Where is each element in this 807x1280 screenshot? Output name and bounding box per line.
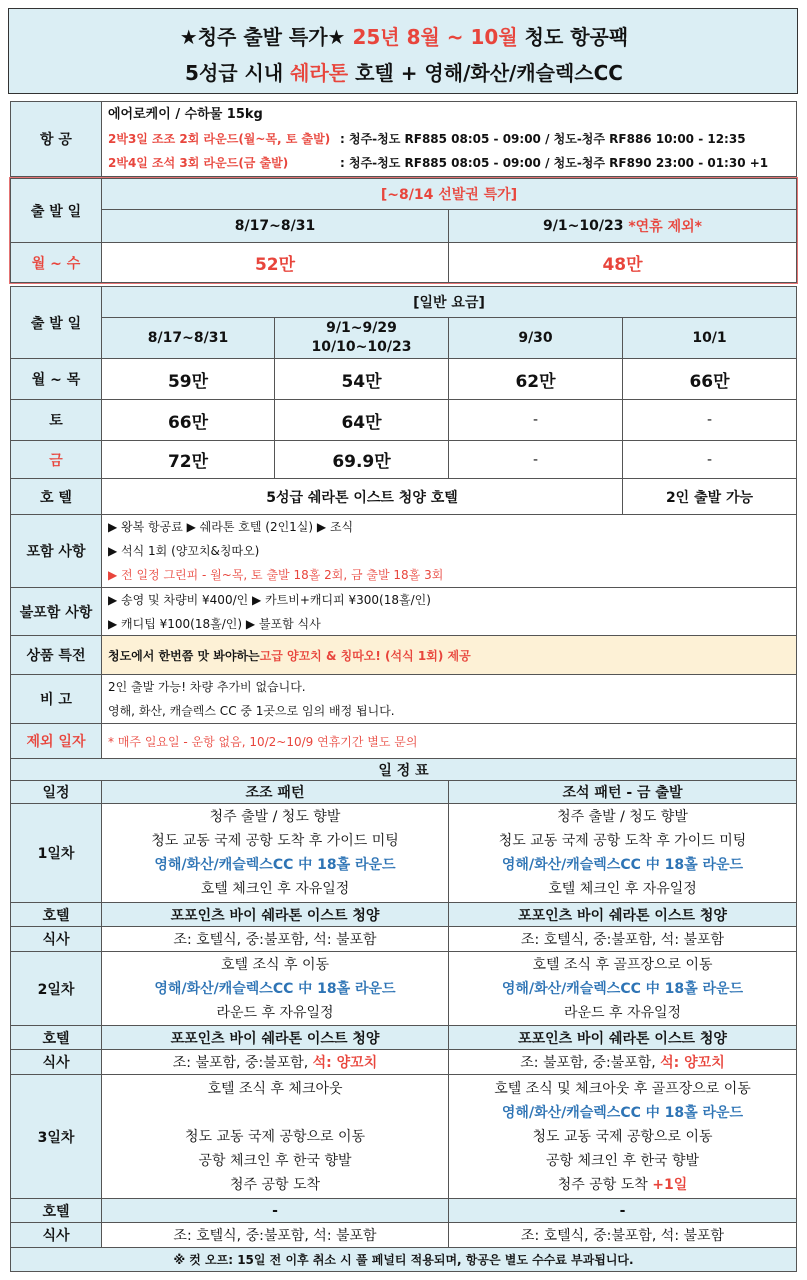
day3-plan-b: 호텔 조식 및 체크아웃 후 골프장으로 이동 영해/화산/캐슬렉스CC 中 18홀 라운드 청도 교동 국제 공항으로 이동 공항 체크인 후 한국 향발 청주 공항 도착 +1일 bbox=[448, 1074, 797, 1199]
flight-info: 에어로케이 / 수하물 15kg 2박3일 조조 2회 라운드(월~목, 토 출발) : 청주-청도 RF885 08:05 - 09:00 / 청도-청주 RF886 10:00 - 12:35 2박4일 조석 3회 라운드(금 출발) : 청주-청도 RF885 08:05 - 09:00 / 청도-청주 RF890 23:00 - 01:30 +1 bbox=[101, 101, 797, 177]
early-label: 출 발 일 bbox=[10, 178, 102, 243]
day1-hotel-label: 호텔 bbox=[10, 902, 102, 927]
regular-row-2-label: 토 bbox=[10, 399, 102, 441]
regular-price: 72만 bbox=[101, 440, 275, 479]
regular-price: 54만 bbox=[274, 358, 449, 400]
cutoff-notice: ※ 컷 오프: 15일 전 이후 취소 시 풀 페널티 적용되며, 항공은 별도 수수료 부과됩니다. bbox=[10, 1247, 797, 1272]
day3-hotel-label: 호텔 bbox=[10, 1198, 102, 1223]
day1-meal-label: 식사 bbox=[10, 926, 102, 952]
hotel-name: 5성급 쉐라톤 이스트 청양 호텔 bbox=[101, 478, 623, 515]
regular-price: 59만 bbox=[101, 358, 275, 400]
early-col-2: 9/1~10/23 *연휴 제외* bbox=[448, 209, 797, 243]
early-price-1: 52만 bbox=[101, 242, 449, 283]
title-box bbox=[8, 8, 798, 94]
regular-price: 66만 bbox=[101, 399, 275, 441]
day3-plan-a: 호텔 조식 후 체크아웃 청도 교동 국제 공항으로 이동 공항 체크인 후 한국 향발 청주 공항 도착 bbox=[101, 1074, 449, 1199]
schedule-col-1: 조조 패턴 bbox=[101, 780, 449, 804]
include-label: 포함 사항 bbox=[10, 514, 102, 588]
regular-col-1: 8/17~8/31 bbox=[101, 317, 275, 359]
schedule-title: 일 정 표 bbox=[10, 758, 797, 781]
regular-price: 64만 bbox=[274, 399, 449, 441]
day2-meal-label: 식사 bbox=[10, 1049, 102, 1075]
day1-meal-b: 조: 호텔식, 중:불포함, 석: 불포함 bbox=[448, 926, 797, 952]
regular-col-4: 10/1 bbox=[622, 317, 797, 359]
remark-text: 2인 출발 가능! 차량 추가비 없습니다. 영해, 화산, 캐슬렉스 CC 중 1곳으로 임의 배정 됩니다. bbox=[101, 674, 797, 724]
regular-price: - bbox=[622, 440, 797, 479]
regular-price: - bbox=[448, 399, 623, 441]
schedule-col-2: 조석 패턴 - 금 출발 bbox=[448, 780, 797, 804]
day2-meal-a: 조: 불포함, 중:불포함, 석: 양꼬치 bbox=[101, 1049, 449, 1075]
regular-row-1-label: 월 ~ 목 bbox=[10, 358, 102, 400]
day2-hotel-label: 호텔 bbox=[10, 1025, 102, 1050]
day2-meal-b: 조: 불포함, 중:불포함, 석: 양꼬치 bbox=[448, 1049, 797, 1075]
regular-price: 66만 bbox=[622, 358, 797, 400]
day3-meal-a: 조: 호텔식, 중:불포함, 석: 불포함 bbox=[101, 1222, 449, 1248]
regular-price: - bbox=[622, 399, 797, 441]
day3-hotel-a: - bbox=[101, 1198, 449, 1223]
regular-col-2: 9/1~9/29 10/10~10/23 bbox=[274, 317, 449, 359]
day2-hotel-b: 포포인츠 바이 쉐라톤 이스트 청양 bbox=[448, 1025, 797, 1050]
day1-meal-a: 조: 호텔식, 중:불포함, 석: 불포함 bbox=[101, 926, 449, 952]
include-list: ▶ 왕복 항공료 ▶ 쉐라톤 호텔 (2인1실) ▶ 조식 ▶ 석식 1회 (양꼬치&칭따오) ▶ 전 일정 그린피 - 월~목, 토 출발 18홀 2회, 금 출발 18홀 3회 bbox=[101, 514, 797, 588]
regular-label: 출 발 일 bbox=[10, 286, 102, 359]
hotel-label: 호 텔 bbox=[10, 478, 102, 515]
day3-meal-b: 조: 호텔식, 중:불포함, 석: 불포함 bbox=[448, 1222, 797, 1248]
remark-label: 비 고 bbox=[10, 674, 102, 724]
title-line-2: 5성급 시내 쉐라톤 호텔 + 영해/화산/캐슬렉스CC bbox=[185, 61, 623, 85]
early-banner: [~8/14 선발권 특가] bbox=[101, 178, 797, 210]
schedule-col-0: 일정 bbox=[10, 780, 102, 804]
special-text: 청도에서 한번쯤 맛 봐야하는 고급 양꼬치 & 칭따오! (석식 1회) 제공 bbox=[101, 635, 797, 675]
day1-label: 1일차 bbox=[10, 803, 102, 903]
day2-label: 2일차 bbox=[10, 951, 102, 1026]
excluded-dates-text: * 매주 일요일 - 운항 없음, 10/2~10/9 연휴기간 별도 문의 bbox=[101, 723, 797, 759]
day1-plan-b: 청주 출발 / 청도 향발 청도 교동 국제 공항 도착 후 가이드 미팅 영해/화산/캐슬렉스CC 中 18홀 라운드 호텔 체크인 후 자유일정 bbox=[448, 803, 797, 903]
exclude-list: ▶ 송영 및 차량비 ¥400/인 ▶ 카트비+캐디피 ¥300(18홀/인) ▶ 캐디팁 ¥100(18홀/인) ▶ 불포함 식사 bbox=[101, 587, 797, 636]
special-label: 상품 특전 bbox=[10, 635, 102, 675]
regular-row-3-label: 금 bbox=[10, 440, 102, 479]
day2-plan-a: 호텔 조식 후 이동 영해/화산/캐슬렉스CC 中 18홀 라운드 라운드 후 자유일정 bbox=[101, 951, 449, 1026]
early-row-label: 월 ~ 수 bbox=[10, 242, 102, 283]
regular-price: 62만 bbox=[448, 358, 623, 400]
early-price-2: 48만 bbox=[448, 242, 797, 283]
regular-price: 69.9만 bbox=[274, 440, 449, 479]
day1-hotel-b: 포포인츠 바이 쉐라톤 이스트 청양 bbox=[448, 902, 797, 927]
day2-hotel-a: 포포인츠 바이 쉐라톤 이스트 청양 bbox=[101, 1025, 449, 1050]
excluded-dates-label: 제외 일자 bbox=[10, 723, 102, 759]
day3-meal-label: 식사 bbox=[10, 1222, 102, 1248]
hotel-note: 2인 출발 가능 bbox=[622, 478, 797, 515]
regular-banner: [일반 요금] bbox=[101, 286, 797, 318]
day1-plan-a: 청주 출발 / 청도 향발 청도 교동 국제 공항 도착 후 가이드 미팅 영해/화산/캐슬렉스CC 中 18홀 라운드 호텔 체크인 후 자유일정 bbox=[101, 803, 449, 903]
day2-plan-b: 호텔 조식 후 골프장으로 이동 영해/화산/캐슬렉스CC 中 18홀 라운드 라운드 후 자유일정 bbox=[448, 951, 797, 1026]
title-line-1: ★청주 출발 특가★ 25년 8월 ~ 10월 청도 항공팩 bbox=[179, 25, 629, 49]
early-col-1: 8/17~8/31 bbox=[101, 209, 449, 243]
day3-label: 3일차 bbox=[10, 1074, 102, 1199]
regular-price: - bbox=[448, 440, 623, 479]
exclude-label: 불포함 사항 bbox=[10, 587, 102, 636]
day1-hotel-a: 포포인츠 바이 쉐라톤 이스트 청양 bbox=[101, 902, 449, 927]
flight-label: 항 공 bbox=[10, 101, 102, 177]
day3-hotel-b: - bbox=[448, 1198, 797, 1223]
regular-col-3: 9/30 bbox=[448, 317, 623, 359]
